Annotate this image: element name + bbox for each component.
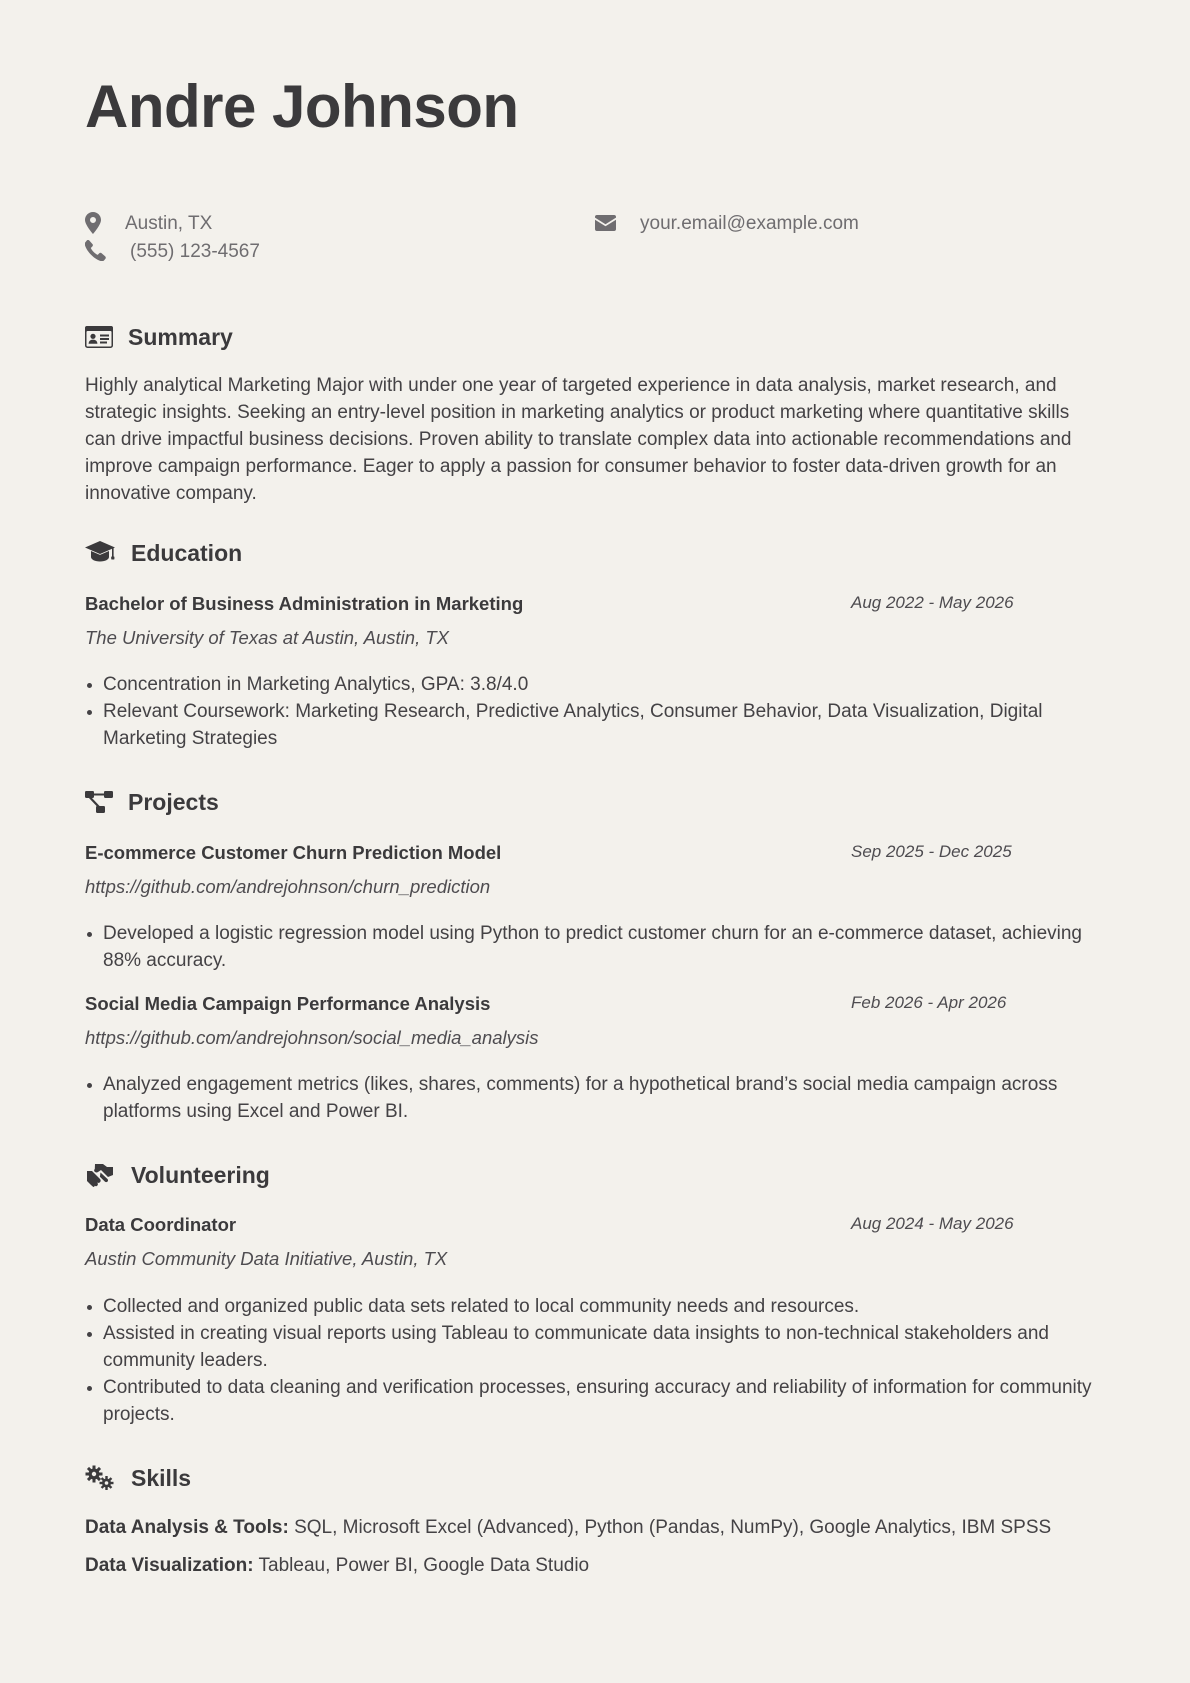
project-title: Social Media Campaign Performance Analysis — [85, 993, 491, 1014]
handshake-icon — [85, 1163, 115, 1192]
list-item: Concentration in Marketing Analytics, GPA: 3.8/4.0 — [85, 671, 1095, 698]
skill-value: Tableau, Power BI, Google Data Studio — [258, 1555, 590, 1576]
skill-label: Data Visualization: — [85, 1555, 254, 1576]
candidate-name: Andre Johnson — [85, 73, 519, 140]
skill-line-visualization — [85, 1555, 589, 1577]
education-dates: Aug 2022 - May 2026 — [851, 593, 1014, 612]
phone-icon — [85, 240, 106, 267]
phone-text: (555) 123-4567 — [130, 241, 260, 262]
list-item: Relevant Coursework: Marketing Research, Predictive Analytics, Consumer Behavior, Data Visualization, Digital Marketing Strategies — [85, 698, 1095, 752]
project-bullets — [85, 1071, 1095, 1125]
list-item: Assisted in creating visual reports using Tableau to communicate data insights to non-technical stakeholders and community leaders. — [85, 1320, 1095, 1374]
volunteer-dates: Aug 2024 - May 2026 — [851, 1214, 1014, 1233]
skill-line-analysis — [85, 1517, 1051, 1539]
gears-icon — [85, 1465, 115, 1496]
envelope-icon — [595, 215, 616, 237]
project-link[interactable]: https://github.com/andrejohnson/churn_prediction — [85, 876, 491, 897]
degree-title: Bachelor of Business Administration in Marketing — [85, 593, 524, 614]
project-bullets — [85, 920, 1095, 974]
id-card-icon — [85, 326, 113, 353]
list-item: Developed a logistic regression model using Python to predict customer churn for an e-commerce dataset, achieving 88% accuracy. — [85, 920, 1095, 974]
project-title: E-commerce Customer Churn Prediction Model — [85, 842, 502, 863]
map-marker-icon — [85, 212, 101, 240]
project-diagram-icon — [85, 791, 113, 818]
list-item: Analyzed engagement metrics (likes, shares, comments) for a hypothetical brand’s social media campaign across platforms using Excel and Power BI. — [85, 1071, 1095, 1125]
location-text: Austin, TX — [125, 213, 213, 234]
skill-value: SQL, Microsoft Excel (Advanced), Python (Pandas, NumPy), Google Analytics, IBM SPSS — [294, 1517, 1052, 1538]
school-name: The University of Texas at Austin, Austin, TX — [85, 627, 449, 648]
email-link[interactable]: your.email@example.com — [640, 213, 859, 234]
volunteer-bullets — [85, 1293, 1095, 1428]
project-dates: Sep 2025 - Dec 2025 — [851, 842, 1012, 861]
project-link[interactable]: https://github.com/andrejohnson/social_media_analysis — [85, 1027, 539, 1048]
summary-text: Highly analytical Marketing Major with under one year of targeted experience in data analysis, market research, and strategic insights. Seeking an entry-level position in marketing analytics or product marketing where quantitative skills can drive impactful business decisions. Proven ability to translate complex data into actionable recommendations and improve campaign performance. Eager to apply a passion for consumer behavior to foster data-driven growth for an innovative company. — [85, 375, 1072, 504]
volunteer-role: Data Coordinator — [85, 1214, 237, 1235]
project-dates: Feb 2026 - Apr 2026 — [851, 993, 1007, 1012]
list-item: Collected and organized public data sets related to local community needs and resources. — [85, 1293, 1095, 1320]
education-bullets — [85, 671, 1095, 752]
graduation-cap-icon — [85, 540, 115, 569]
list-item: Contributed to data cleaning and verification processes, ensuring accuracy and reliability of information for community projects. — [85, 1374, 1095, 1428]
volunteer-org: Austin Community Data Initiative, Austin, TX — [85, 1248, 448, 1269]
skill-label: Data Analysis & Tools: — [85, 1517, 289, 1538]
